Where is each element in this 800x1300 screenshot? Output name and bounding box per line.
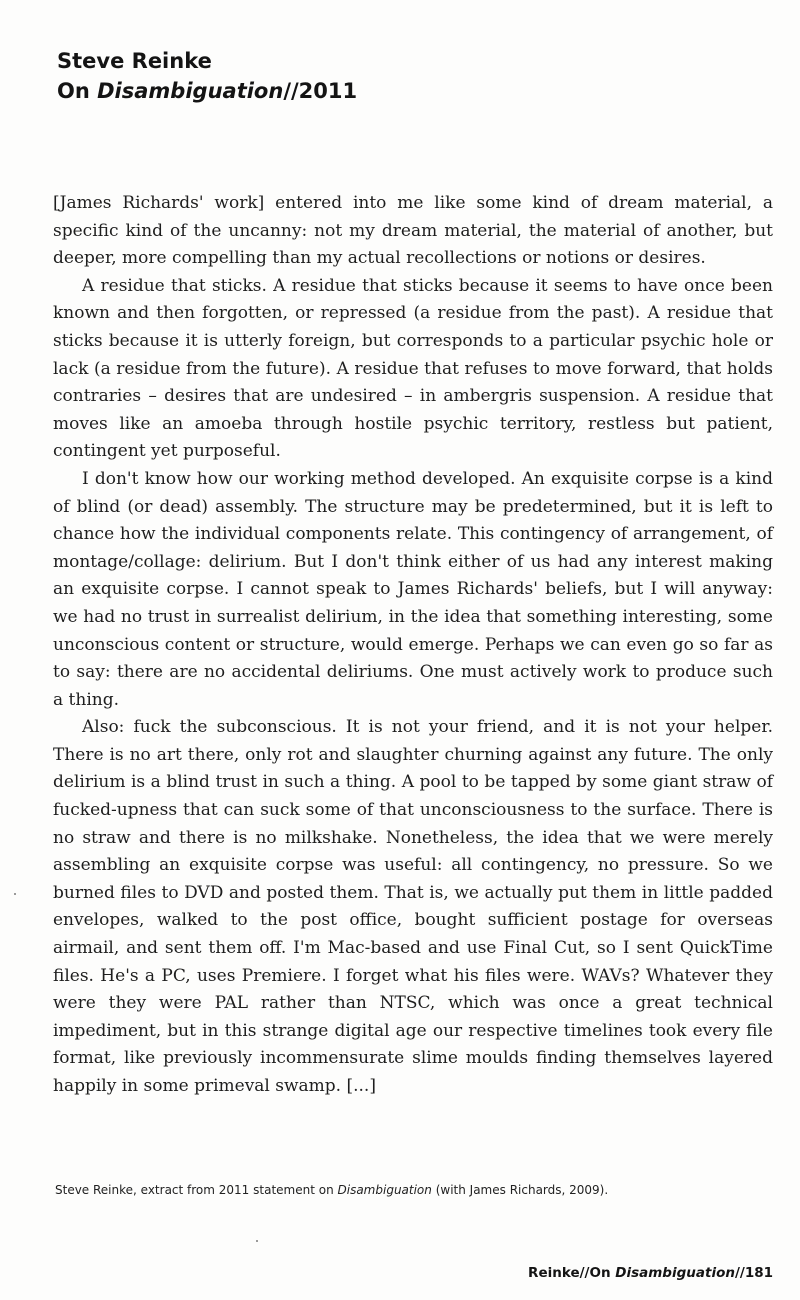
citation-italic-title: Disambiguation bbox=[337, 1183, 432, 1197]
source-citation bbox=[55, 1181, 775, 1199]
citation-suffix: (with James Richards, 2009). bbox=[431, 1183, 609, 1197]
work-title bbox=[57, 76, 357, 106]
title-prefix: On bbox=[57, 79, 98, 103]
folio-prefix: Reinke//On bbox=[528, 1265, 616, 1281]
paragraph-2: A residue that sticks. A residue that sticks because it seems to have once been known and then forgotten, or repressed (a residue from the past). A residue that sticks because it is utterly foreign, but corresponds to a particular psychic hole or lack (a residue from the future). A residue that refuses to move forward, that holds contraries – desires that are undesired – in ambergris suspension. A residue that moves like an amoeba through hostile psychic territory, restless but patient, contingent yet purposeful. bbox=[53, 275, 773, 462]
scan-speck bbox=[256, 1240, 258, 1242]
chapter-heading bbox=[57, 46, 357, 106]
running-footer bbox=[528, 1264, 773, 1282]
title-year: //2011 bbox=[283, 79, 358, 103]
title-italic: Disambiguation bbox=[97, 79, 284, 103]
folio-page-number: //181 bbox=[734, 1265, 773, 1281]
body-text bbox=[53, 190, 773, 1101]
folio-italic-title: Disambiguation bbox=[615, 1265, 735, 1281]
paragraph-1: [James Richards' work] entered into me like some kind of dream material, a specific kind of the uncanny: not my dream material, the material of another, but deeper, more compelling than my actual recollections or notions or desires. bbox=[53, 193, 773, 269]
scan-speck bbox=[14, 893, 16, 895]
paragraph-4: Also: fuck the subconscious. It is not your friend, and it is not your helper. There is no art there, only rot and slaughter churning against any future. The only delirium is a blind trust in such a thing. A pool to be tapped by some giant straw of fucked-upness that can suck some of that unconsciousness to the surface. There is no straw and there is no milkshake. Nonetheless, the idea that we were merely assembling an exquisite corpse was useful: all contingency, no pressure. So we burned files to DVD and posted them. That is, we actually put them in little padded envelopes, walked to the post office, bought sufficient postage for overseas airmail, and sent them off. I'm Mac-based and use Final Cut, so I sent QuickTime files. He's a PC, uses Premiere. I forget what his files were. WAVs? Whatever they were they were PAL rather than NTSC, which was once a great technical impediment, but in this strange digital age our respective timelines took every file format, like previously incommensurate slime moulds finding themselves layered happily in some primeval swamp. [...] bbox=[53, 717, 773, 1096]
citation-prefix: Steve Reinke, extract from 2011 statement on bbox=[55, 1183, 338, 1197]
author-name: Steve Reinke bbox=[57, 49, 212, 73]
paragraph-3: I don't know how our working method developed. An exquisite corpse is a kind of blind (or dead) assembly. The structure may be predetermined, but it is left to chance how the individual components relate. This contingency of arrangement, of montage/collage: delirium. But I don't think either of us had any interest making an exquisite corpse. I cannot speak to James Richards' beliefs, but I will anyway: we had no trust in surrealist delirium, in the idea that something interesting, some unconscious content or structure, would emerge. Perhaps we can even go so far as to say: there are no accidental deliriums. One must actively work to produce such a thing. bbox=[53, 468, 773, 710]
